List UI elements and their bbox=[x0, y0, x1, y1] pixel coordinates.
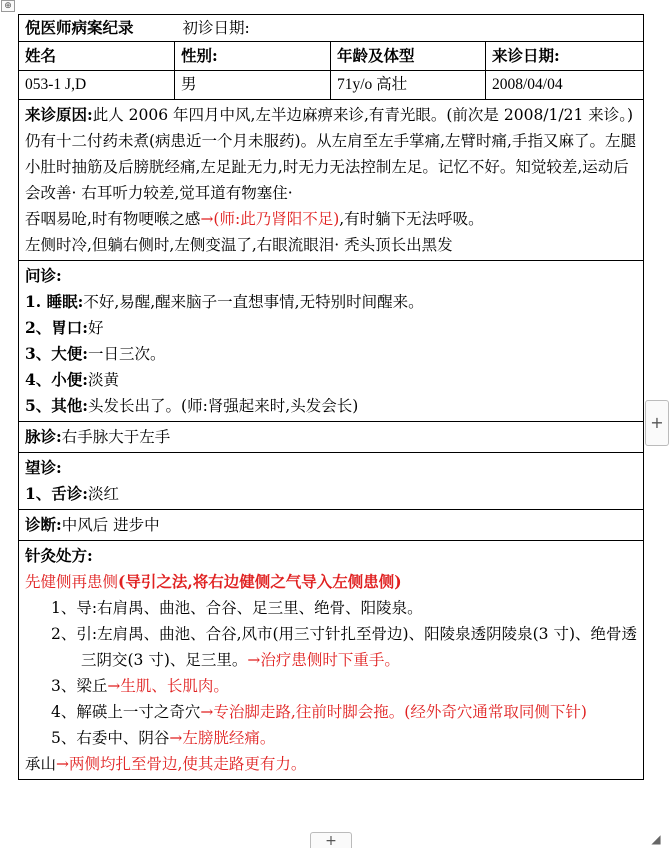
table-move-handle-icon[interactable]: ⊕ bbox=[1, 0, 15, 12]
principle-text: 先健侧再患侧 bbox=[25, 573, 119, 591]
medical-record-table bbox=[18, 14, 644, 780]
inquiry-item-label: 5、其他: bbox=[25, 396, 89, 415]
step-note: →治疗患侧时下重手。 bbox=[247, 651, 400, 669]
tongue-text: 淡红 bbox=[88, 485, 120, 503]
pulse-label: 脉诊: bbox=[25, 427, 62, 446]
pulse-text: 右手脉大于左手 bbox=[61, 428, 171, 446]
diagnosis-row bbox=[19, 510, 644, 541]
inquiry-label: 问诊: bbox=[25, 266, 62, 285]
teacher-note: →(师:此乃肾阳不足) bbox=[200, 210, 340, 228]
diagnosis-text: 中风后 进步中 bbox=[61, 516, 160, 534]
title-row bbox=[19, 15, 644, 42]
pulse-row bbox=[19, 422, 644, 453]
plus-icon: + bbox=[325, 833, 337, 849]
sex-header[interactable]: 性别: bbox=[175, 42, 331, 71]
inquiry-item-label: 4、小便: bbox=[25, 370, 89, 389]
acupuncture-step bbox=[25, 621, 637, 673]
acupuncture-cell[interactable] bbox=[19, 541, 644, 780]
inquiry-item-label: 2、胃口: bbox=[25, 318, 89, 337]
record-title: 倪医师病案纪录 bbox=[25, 18, 134, 37]
add-column-button[interactable] bbox=[645, 400, 669, 446]
inquiry-item bbox=[25, 341, 637, 367]
reason-cell[interactable] bbox=[19, 100, 644, 261]
acupuncture-step bbox=[25, 595, 637, 621]
sex-cell[interactable]: 男 bbox=[175, 71, 331, 100]
visit-date-cell[interactable]: 2008/04/04 bbox=[486, 71, 644, 100]
inquiry-item bbox=[25, 315, 637, 341]
diagnosis-cell[interactable] bbox=[19, 510, 644, 541]
acupuncture-last-line bbox=[25, 751, 637, 777]
inquiry-cell[interactable] bbox=[19, 261, 644, 422]
diagnosis-label: 诊断: bbox=[25, 515, 62, 534]
tongue-label: 1、舌诊: bbox=[25, 484, 89, 503]
acupuncture-step bbox=[25, 673, 637, 699]
observation-row bbox=[19, 453, 644, 510]
first-visit-date-label: 初诊日期: bbox=[182, 19, 250, 37]
acupuncture-label: 针灸处方: bbox=[25, 546, 93, 565]
inquiry-item-text: 淡黄 bbox=[88, 371, 120, 389]
reason-paragraph bbox=[25, 102, 637, 206]
swallow-text: 吞咽易呛,时有物哽喉之感 bbox=[25, 210, 201, 228]
pulse-cell[interactable] bbox=[19, 422, 644, 453]
reason-line-swallow bbox=[25, 206, 637, 232]
inquiry-item-text: 好 bbox=[88, 319, 104, 337]
inquiry-item bbox=[25, 367, 637, 393]
step-text: 4、解碤上一寸之奇穴 bbox=[51, 703, 201, 721]
inquiry-item-label: 3、大便: bbox=[25, 344, 89, 363]
inquiry-row bbox=[19, 261, 644, 422]
chengshan-note: →两侧均扎至骨边,使其走路更有力。 bbox=[56, 755, 307, 773]
inquiry-item-label: 1. 睡眠: bbox=[25, 292, 84, 311]
step-text: 1、导:右肩禺、曲池、合谷、足三里、绝骨、阳陵泉。 bbox=[51, 599, 423, 617]
plus-icon: + bbox=[650, 413, 664, 432]
patient-id-cell[interactable]: 053-1 J,D bbox=[19, 71, 175, 100]
inquiry-item-text: 一日三次。 bbox=[88, 345, 166, 363]
observation-cell[interactable] bbox=[19, 453, 644, 510]
inquiry-item-text: 头发长出了。(师:肾强起来时,头发会长) bbox=[88, 397, 359, 415]
step-text: 5、右委中、阴谷 bbox=[51, 729, 170, 747]
step-note: →生肌、长肌肉。 bbox=[107, 677, 229, 695]
inquiry-item bbox=[25, 393, 637, 419]
acupuncture-step bbox=[25, 725, 637, 751]
inquiry-item bbox=[25, 289, 637, 315]
reason-label: 来诊原因: bbox=[25, 105, 93, 124]
add-row-button[interactable] bbox=[310, 832, 352, 848]
acupuncture-row bbox=[19, 541, 644, 780]
age-build-header[interactable]: 年龄及体型 bbox=[331, 42, 486, 71]
age-build-cell[interactable]: 71y/o 高壮 bbox=[331, 71, 486, 100]
info-value-row bbox=[19, 71, 644, 100]
reason-row bbox=[19, 100, 644, 261]
title-cell[interactable] bbox=[19, 15, 644, 42]
table-resize-handle-icon[interactable]: ◢ bbox=[651, 832, 661, 846]
reason-text: 此人 2006 年四月中风,左半边麻痹来诊,有青光眼。(前次是 2008/1/21 来诊。)仍有十二付药未煮(病患近一个月未服药)。从左肩至左手掌痛,左臂时痛,手指又麻了。左腿小肚时抽筋及后膀胱经痛,左足趾无力,时无力无法控制左足。记忆不好。知觉较差,运动后会改善· 右耳听力较差,觉耳道有物塞住· bbox=[25, 106, 636, 202]
step-note: →专治脚走路,往前时脚会拖。(经外奇穴通常取同侧下针) bbox=[200, 703, 587, 721]
step-note: →左膀胱经痛。 bbox=[169, 729, 276, 747]
chengshan-text: 承山 bbox=[25, 755, 57, 773]
step-text: 3、梁丘 bbox=[51, 677, 108, 695]
visit-date-header[interactable]: 来诊日期: bbox=[486, 42, 644, 71]
reason-line-cold: 左侧时冷,但躺右侧时,左侧变温了,右眼流眼泪· 秃头顶长出黑发 bbox=[25, 236, 453, 254]
name-header[interactable]: 姓名 bbox=[19, 42, 175, 71]
step-text: 2、引:左肩禺、曲池、合谷,风市(用三寸针扎至骨边)、阳陵泉透阴陵泉(3 寸)、绝骨透三阴交(3 寸)、足三里。 bbox=[51, 625, 637, 669]
principle-note: (导引之法,将右边健侧之气导入左侧患侧) bbox=[118, 572, 402, 591]
acupuncture-step bbox=[25, 699, 637, 725]
observation-label: 望诊: bbox=[25, 458, 62, 477]
info-header-row bbox=[19, 42, 644, 71]
breathing-text: ,有时躺下无法呼吸。 bbox=[339, 210, 484, 228]
inquiry-item-text: 不好,易醒,醒来脑子一直想事情,无特别时间醒来。 bbox=[83, 293, 424, 311]
